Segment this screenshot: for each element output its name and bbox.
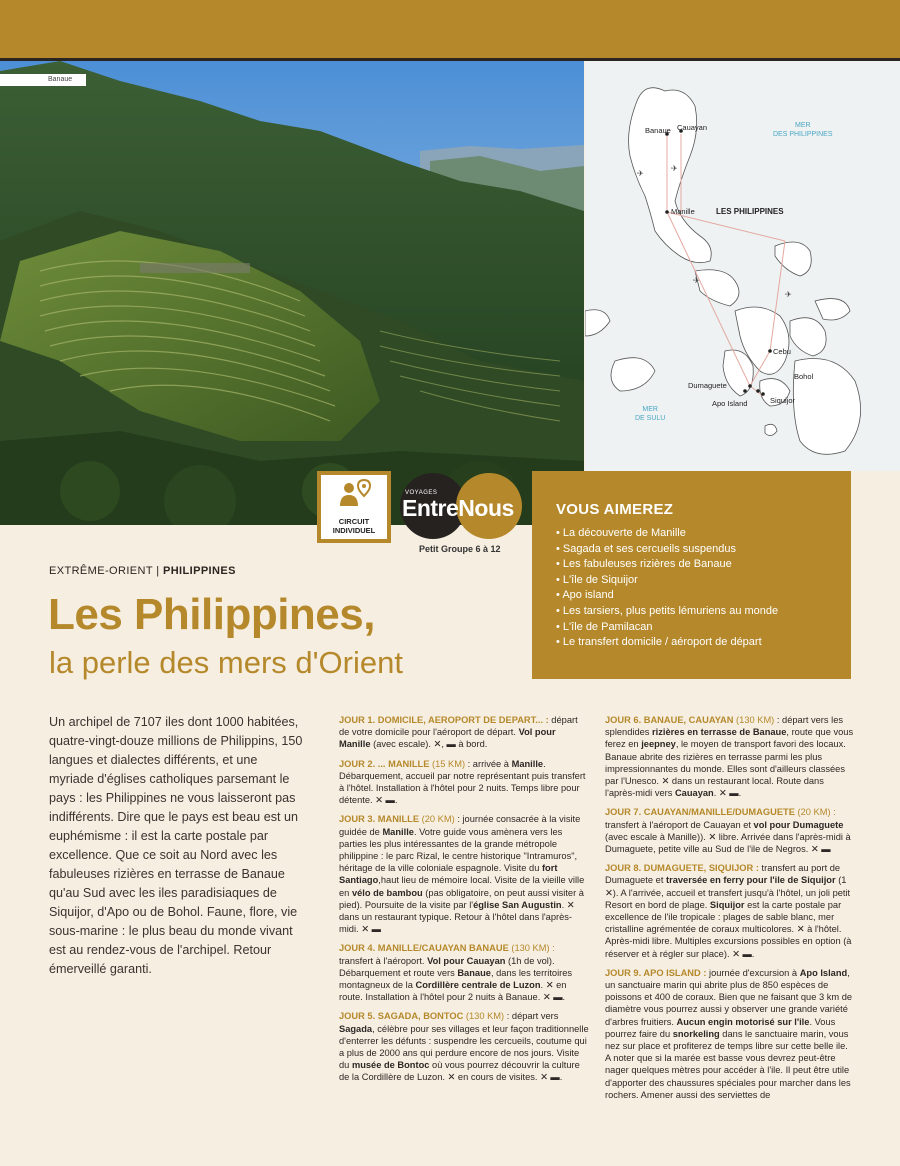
- day-text: Vol pour Cauayan: [427, 955, 506, 966]
- day-text: journée d'excursion à: [706, 967, 800, 978]
- list-item: • L'île de Pamilacan: [556, 620, 851, 636]
- day-text: (avec escale à Manille)). ✕ libre. Arrivée dans l'après-midi à Dumaguete, petite ville au Sud de l'ile de Negros. ✕ ▬: [605, 831, 851, 855]
- day-text: où vous pourrez découvrir la culture de la Cordillère de Luzon. ✕ en cours de visites. ✕ ▬.: [339, 1060, 580, 1083]
- day-heading: JOUR 5. SAGADA, BONTOC: [339, 1011, 464, 1022]
- itinerary-day: [605, 967, 855, 1101]
- day-text: vol pour Dumaguete: [753, 819, 844, 830]
- photo-caption: Banaue: [0, 74, 86, 86]
- entrenous-group-size: Petit Groupe 6 à 12: [419, 544, 501, 554]
- day-text: , un sanctuaire marin qui abrite plus de 850 espèces de poissons et 400 de coraux. Bien que ne faisant que 3 km de diamètre vous pourrez aussi y observer une grande variété d'arbres fruitiers.: [605, 967, 853, 1027]
- day-text: (1 ✕). A l'arrivée, accueil et transfert jusqu'à l'hôtel, un joli petit Resort en bord de plage.: [605, 875, 851, 910]
- day-text: : départ vers: [504, 1011, 559, 1022]
- map-label-dumaguete: Dumaguete: [688, 381, 727, 390]
- day-text: Sagada: [339, 1023, 373, 1034]
- list-item: • Le transfert domicile / aéroport de départ: [556, 635, 851, 651]
- day-text: Banaue: [457, 967, 491, 978]
- day-text: rizières en terrasse de Banaue: [652, 727, 787, 738]
- day-text: . Vous pourrez faire du: [605, 1016, 836, 1039]
- page-subtitle: la perle des mers d'Orient: [49, 645, 403, 680]
- circuit-individuel-badge: [317, 471, 391, 543]
- svg-text:✈: ✈: [637, 169, 644, 178]
- day-text: , dans les territoires montagneux de la: [339, 967, 573, 991]
- day-distance: (130 KM) :: [508, 943, 555, 954]
- day-text: Aucun engin motorisé sur l'ile: [676, 1016, 810, 1027]
- day-text: . Votre guide vous amènera vers les parties les plus intéressantes de la grande métropole philippine : le parc Rizal, le centre historique "Intramuros", héritage de la ville coloniale espagnole. Visite du: [339, 826, 578, 874]
- map-label-siquijor: Siquijor: [770, 396, 796, 405]
- list-item: • Les fabuleuses rizières de Banaue: [556, 557, 851, 573]
- page-title: Les Philippines,: [48, 590, 375, 639]
- vous-aimerez-list: [556, 526, 851, 651]
- itinerary-day: [605, 714, 855, 799]
- map-sea-philippines: MER DES PHILIPPINES: [773, 122, 833, 138]
- day-text: Siquijor: [709, 899, 745, 910]
- day-heading: JOUR 3. MANILLE: [339, 814, 420, 825]
- circuit-badge-line2: INDIVIDUEL: [332, 526, 376, 535]
- day-text: jeepney: [641, 739, 676, 750]
- day-text: Vol pour Manille: [339, 727, 556, 750]
- entrenous-badge: [400, 473, 522, 533]
- day-text: (1h de vol). Débarquement et route vers: [339, 955, 555, 978]
- itinerary-day: [605, 862, 855, 960]
- day-text: , route que vous ferez en: [605, 727, 854, 750]
- day-text: : journée consacrée à la visite guidée de: [339, 814, 581, 837]
- day-text: (avec escale). ✕, ▬ à bord.: [370, 739, 488, 750]
- list-item: • Sagada et ses cercueils suspendus: [556, 542, 851, 558]
- day-text: (pas obligatoire, on peut aussi visiter à pied). Poursuite de la visite par l': [339, 887, 584, 910]
- list-item: • L'île de Siquijor: [556, 573, 851, 589]
- day-text: . Débarquement, accueil par notre représentant puis transfert à l'hôtel. Installation à l'hôtel pour 2 nuits. Temps libre pour détente. ✕ ▬.: [339, 758, 586, 806]
- day-text: snorkeling: [672, 1028, 720, 1039]
- day-heading: JOUR 1. DOMICILE, AEROPORT DE DEPART... :: [339, 715, 549, 725]
- day-distance: (130 KM): [733, 715, 775, 725]
- day-distance: (20 KM) :: [794, 807, 836, 818]
- day-heading: JOUR 6. BANAUE, CAUAYAN: [605, 715, 734, 725]
- svg-text:✈: ✈: [785, 290, 792, 299]
- day-text: Apo Island: [799, 967, 848, 978]
- list-item: • La découverte de Manille: [556, 526, 851, 542]
- day-heading: JOUR 2. ... MANILLE: [339, 758, 430, 769]
- day-text: . ✕ ▬.: [713, 788, 742, 799]
- map-label-apo-island: Apo Island: [712, 399, 748, 408]
- day-text: dans le sanctuaire marin, vous nez sur place et profiterez de temps libre sur cette belle ile. A noter que si la marée est basse vous devrez peut-être nager quelques mètres pour accéder à l'ile. Il peut être utile d'apporter des chaussures spéciales pour marcher dans les rochers. Amener aussi des serviettes de: [605, 1028, 851, 1100]
- itinerary-day: [339, 813, 589, 935]
- day-text: Manille: [511, 758, 544, 769]
- map-sea-sulu: MER DE SULU: [635, 406, 666, 422]
- route-map: [585, 61, 900, 471]
- breadcrumb-region: EXTRÊME-ORIENT: [49, 565, 153, 577]
- day-text: : départ vers les splendides: [605, 715, 844, 738]
- breadcrumb-country: PHILIPPINES: [162, 565, 236, 577]
- list-item: • Apo island: [556, 588, 851, 604]
- vous-aimerez-box: [532, 471, 851, 679]
- map-label-banaue: Banaue: [645, 126, 671, 135]
- day-distance: (20 KM): [419, 814, 455, 825]
- day-text: transfert à l'aéroport de Cauayan et: [605, 819, 754, 830]
- day-text: : arrivée à: [465, 758, 512, 769]
- day-heading: JOUR 4. MANILLE/CAUAYAN BANAUE: [339, 943, 509, 954]
- map-label-cebu: Cebu: [773, 347, 791, 356]
- day-heading: JOUR 9. APO ISLAND :: [605, 967, 707, 978]
- day-text: . ✕ en route. Installation à l'hôtel pour 2 nuits à Banaue. ✕ ▬.: [339, 980, 567, 1003]
- circuit-badge-line1: CIRCUIT: [338, 517, 370, 526]
- day-text: , le moyen de transport favori des locaux. Banaue abrite des rizières en terrasse parmi les plus impressionnantes du monde. Elles sont d'ailleurs classées par l'Unesco. ✕ dans un restaurant local. Route dans l'après-midi vers: [605, 739, 846, 799]
- itinerary-column-1: [339, 714, 589, 1091]
- rice-terraces-photo: [0, 61, 584, 525]
- day-distance: (15 KM): [429, 758, 466, 769]
- day-text: église San Augustin: [473, 899, 562, 910]
- day-text: est la carte postale par excellence de l'ile tropicale : plages de sable blanc, mer cristalline agrémentée de coraux multicolores. ✕ à l'hôtel. Après-midi libre. Multiples excursions possibles en option (à réserver et à régler sur place). ✕ ▬.: [605, 899, 852, 959]
- day-text: musée de Bontoc: [351, 1060, 430, 1071]
- day-distance: (130 KM): [463, 1011, 505, 1022]
- day-text: fort Santiago: [339, 863, 558, 886]
- map-label-bohol: Bohol: [794, 372, 814, 381]
- day-text: , célèbre pour ses villages et leur façon traditionnelle d'enterrer les défunts : suspendre les cercueils, coutume qui a plus de 2000 ans qui perdure encore de nos jours. Visite du: [339, 1023, 589, 1071]
- breadcrumb-separator: |: [152, 565, 163, 577]
- list-item: • Les tarsiers, plus petits lémuriens au monde: [556, 604, 851, 620]
- itinerary-day: [339, 758, 589, 807]
- day-heading: JOUR 7. CAUAYAN/MANILLE/DUMAGUETE: [605, 807, 795, 818]
- map-label-cauayan: Cauayan: [677, 123, 708, 132]
- itinerary-day: [339, 1010, 589, 1083]
- day-text: transfert au port de Dumaguete et: [605, 863, 841, 886]
- map-label-manille: Manille: [671, 207, 695, 216]
- top-banner: [0, 0, 900, 61]
- entrenous-logo-text: EntreNous: [402, 495, 514, 521]
- intro-paragraph: Un archipel de 7107 iles dont 1000 habitées, quatre-vingt-douze millions de Philippins, 150 langues et dialectes différents, et une myriade d'églises catholiques parsemant le pays : les Philippines ne vous laisseront pas indifférents. Dire que le pays est beau est un euphémisme : il est la carte postale par excellence. Que ce soit au Nord avec les fabuleuses rizières en terrasse de Banaue qu'au Sud avec les iles paradisiaques de Siquijor, d'Apo ou de Bohol. Faune, flore, vie sous-marine : le plus beau du monde vivant est au rendez-vous de l'archipel. Retour émerveillé garanti.: [49, 715, 303, 976]
- itinerary-day: [339, 942, 589, 1003]
- itinerary-day: [605, 806, 855, 855]
- day-text: ,haut lieu de mémoire local. Visite de la vieille ville en: [339, 875, 585, 898]
- traveler-icon: [334, 478, 374, 510]
- map-country-label: LES PHILIPPINES: [716, 207, 784, 216]
- breadcrumb: [49, 565, 236, 577]
- day-text: vélo de bambou: [351, 887, 423, 898]
- day-text: départ de votre domicile pour l'aéroport de départ.: [339, 715, 578, 738]
- day-text: Cauayan: [674, 788, 714, 799]
- itinerary-column-2: [605, 714, 855, 1108]
- day-text: traversée en ferry pour l'ile de Siquijor: [665, 875, 836, 886]
- svg-text:✈: ✈: [671, 164, 678, 173]
- svg-text:✈: ✈: [693, 276, 700, 285]
- day-text: transfert à l'aéroport.: [339, 955, 428, 966]
- entrenous-small-label: VOYAGES: [405, 490, 438, 496]
- day-text: . ✕ dans un restaurant typique. Retour à l'hôtel dans l'après-midi. ✕ ▬: [339, 899, 575, 935]
- itinerary-day: [339, 714, 589, 751]
- day-heading: JOUR 8. DUMAGUETE, SIQUIJOR :: [605, 863, 759, 874]
- day-text: Manille: [382, 826, 414, 837]
- day-text: Cordillère centrale de Luzon: [415, 980, 541, 991]
- vous-aimerez-title: VOUS AIMEREZ: [556, 501, 674, 518]
